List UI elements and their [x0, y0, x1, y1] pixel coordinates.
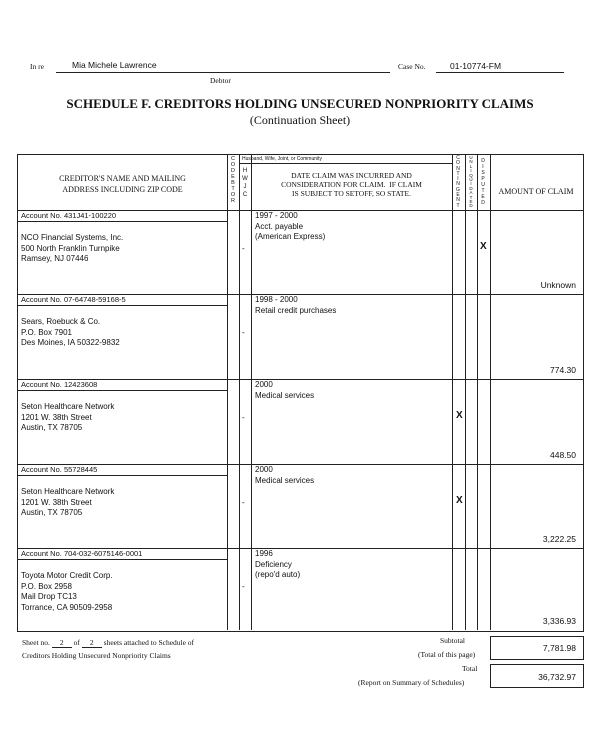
col-divider-codebtor — [227, 154, 228, 630]
creditor-address: Seton Healthcare Network 1201 W. 38th Street Austin, TX 78705 — [21, 402, 115, 432]
account-number: Account No. 12423608 — [21, 380, 98, 389]
total-value: 36,732.97 — [538, 672, 576, 682]
date-consideration: 1996 Deficiency (repo'd auto) — [255, 549, 301, 579]
account-number: Account No. 704-032-6075146-0001 — [21, 549, 143, 558]
case-no-label: Case No. — [398, 62, 426, 71]
col-divider-contingent — [452, 154, 453, 630]
header-amount: AMOUNT OF CLAIM — [498, 187, 574, 196]
page-subtitle: (Continuation Sheet) — [249, 113, 351, 127]
creditor-address: Seton Healthcare Network 1201 W. 38th Street Austin, TX 78705 — [21, 487, 115, 517]
subtotal-value: 7,781.98 — [542, 643, 576, 653]
creditor-address: NCO Financial Systems, Inc. 500 North Franklin Turnpike Ramsey, NJ 07446 — [21, 233, 124, 263]
col-divider-unliquidated — [465, 154, 466, 630]
subtotal-note: (Total of this page) — [418, 650, 476, 659]
debtor-name: Mia Michele Lawrence — [72, 60, 157, 70]
of-label: of — [73, 638, 80, 647]
creditor-address: Sears, Roebuck & Co. P.O. Box 7901 Des Moines, IA 50322-9832 — [21, 317, 120, 347]
header-hwjc: H W J C — [242, 168, 248, 198]
claim-amount: 448.50 — [550, 450, 576, 460]
date-consideration: 1997 - 2000 Acct. payable (American Express) — [255, 211, 326, 241]
sheet-no-label: Sheet no. — [22, 638, 50, 647]
header-hwjc-caption: Husband, Wife, Joint, or Community — [242, 156, 323, 162]
subtotal-label: Subtotal — [440, 636, 466, 645]
hwjc-value: - — [242, 413, 245, 422]
case-number: 01-10774-FM — [450, 61, 502, 71]
header-creditor: CREDITOR'S NAME AND MAILING ADDRESS INCLUDING ZIP CODE — [59, 174, 186, 194]
in-re-label: In re — [30, 62, 44, 71]
date-consideration: 2000 Medical services — [255, 380, 315, 400]
col-divider-date — [251, 154, 252, 630]
debtor-underline — [56, 72, 390, 73]
header-disputed: D I S P U T E D — [481, 158, 485, 206]
claim-amount: Unknown — [540, 280, 576, 290]
col-divider-disputed — [477, 154, 478, 630]
creditor-address: Toyota Motor Credit Corp. P.O. Box 2958 Mail Drop TC13 Torrance, CA 90509-2958 — [21, 571, 113, 612]
sheet-no-line — [22, 638, 194, 648]
hwjc-value: - — [242, 328, 245, 337]
total-note: (Report on Summary of Schedules) — [358, 678, 465, 687]
sheet-no: 2 — [52, 638, 72, 648]
hwjc-top-divider — [239, 163, 452, 164]
hwjc-value: - — [242, 498, 245, 507]
claim-amount: 774.30 — [550, 365, 576, 375]
header-contingent: C O N T I N G E N T — [456, 155, 460, 209]
claim-amount: 3,222.25 — [542, 534, 576, 544]
claim-amount: 3,336.93 — [542, 616, 576, 626]
case-no-underline — [436, 72, 564, 73]
account-number: Account No. 07-64748-59168-5 — [21, 295, 126, 304]
sheet-total: 2 — [82, 638, 102, 648]
sheets-attached-text: sheets attached to Schedule of — [103, 638, 195, 647]
header-unliquidated: U N L I Q U I D A T E D — [469, 155, 473, 209]
sheets-attached-text-2: Creditors Holding Unsecured Nonpriority Claims — [22, 651, 171, 660]
disputed-mark: X — [480, 241, 487, 252]
contingent-mark: X — [456, 410, 463, 421]
header-codebtor: C O D E B T O R — [230, 156, 236, 204]
date-consideration: 1998 - 2000 Retail credit purchases — [255, 295, 337, 315]
header-date-consideration: DATE CLAIM WAS INCURRED AND CONSIDERATION FOR CLAIM. IF CLAIM IS SUBJECT TO SETOFF, SO STATE. — [281, 171, 422, 198]
debtor-label: Debtor — [210, 76, 231, 85]
account-number: Account No. 431J41-100220 — [21, 211, 117, 220]
page-title: SCHEDULE F. CREDITORS HOLDING UNSECURED NONPRIORITY CLAIMS — [66, 96, 534, 111]
total-label: Total — [462, 664, 478, 673]
hwjc-value: - — [242, 244, 245, 253]
col-divider-hwjc — [239, 154, 240, 630]
hwjc-value: - — [242, 582, 245, 591]
contingent-mark: X — [456, 495, 463, 506]
date-consideration: 2000 Medical services — [255, 465, 315, 485]
account-number: Account No. 55728445 — [21, 465, 98, 474]
col-divider-amount — [490, 154, 491, 630]
